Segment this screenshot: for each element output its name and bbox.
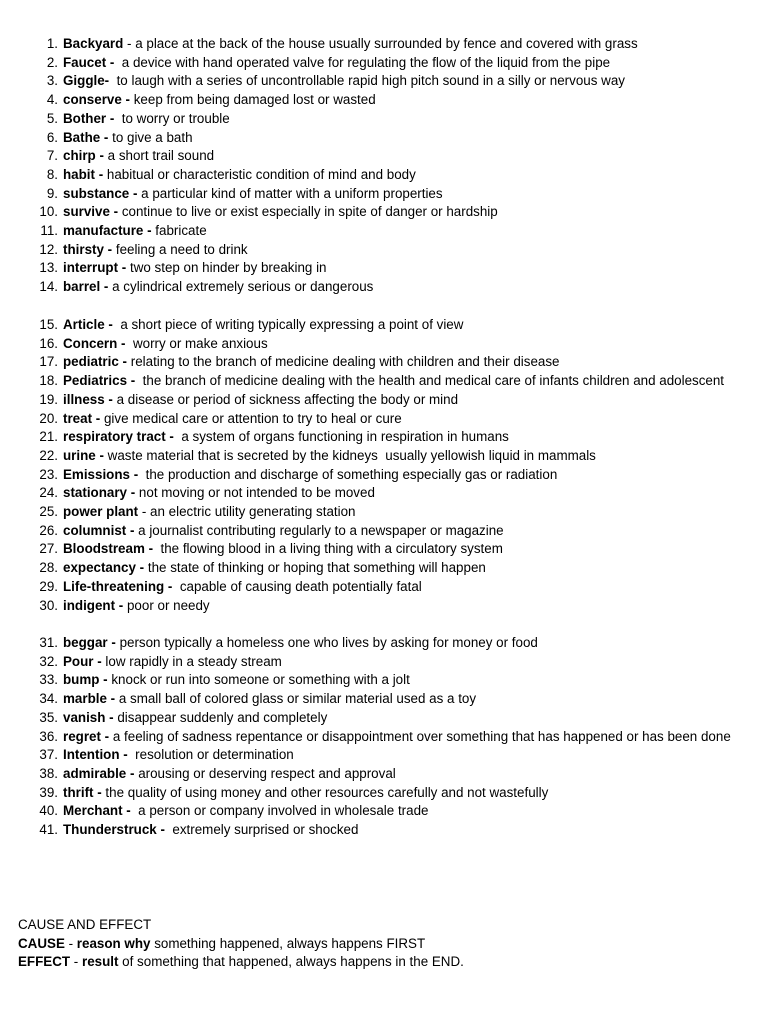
cause-and-effect-section [18,916,758,972]
vocabulary-item [0,259,768,278]
vocab-term: Article - [63,317,113,332]
vocab-definition: a particular kind of matter with a uniform properties [141,185,443,201]
vocabulary-item [0,690,768,709]
cause-effect-heading: CAUSE AND EFFECT [18,917,152,932]
vocab-definition: worry or make anxious [132,335,268,351]
vocab-number: 31. [39,635,58,650]
vocab-term: expectancy - [63,560,145,576]
vocab-term: Life-threatening - [63,578,173,594]
vocab-term: pediatric - [63,354,127,370]
vocab-number: 36. [39,728,58,744]
vocab-term: treat - [63,410,101,426]
vocabulary-item [0,484,768,503]
vocab-number: 25. [39,504,58,520]
vocabulary-item [0,447,768,466]
vocab-separator [109,73,116,88]
vocab-separator: - [138,504,151,520]
effect-key-phrase: result [81,954,119,970]
vocabulary-item [0,428,768,447]
effect-rest: of something that happened, always happens in the END. [118,954,464,970]
cause-rest: something happened, always happens FIRST [150,935,426,951]
vocab-definition: waste material that is secreted by the kidneys usually yellowish liquid in mammals [107,447,596,463]
vocab-number: 18. [39,373,58,389]
vocab-number: 12. [39,241,58,257]
vocab-number: 9. [46,185,58,201]
vocabulary-item [0,821,768,840]
vocab-definition: a short piece of writing typically expressing a point of view [120,317,464,332]
vocab-term: survive - [63,204,119,220]
vocab-number: 29. [39,578,58,594]
vocab-definition: to laugh with a series of uncontrollable rapid high pitch sound in a silly or nervous way [116,73,625,89]
vocab-number: 21. [39,429,58,445]
vocab-definition: a journalist contributing regularly to a newspaper or magazine [138,522,504,538]
vocab-number: 40. [39,803,58,819]
vocabulary-item [0,671,768,690]
vocab-separator [172,579,179,594]
vocab-number: 28. [39,560,58,576]
vocabulary-item [0,746,768,765]
vocabulary-item [0,503,768,522]
vocab-term: stationary - [63,485,136,501]
vocab-number: 24. [39,485,58,501]
vocab-definition: a place at the back of the house usually surrounded by fence and covered with grass [135,36,638,51]
vocab-number: 11. [40,223,58,239]
vocab-definition: person typically a homeless one who lives by asking for money or food [119,635,538,650]
vocabulary-item [0,110,768,129]
vocabulary-item [0,222,768,241]
vocab-number: 1. [46,36,58,51]
vocabulary-list-part-2 [0,316,768,615]
cause-definition [18,935,758,954]
vocab-number: 38. [39,765,58,781]
vocab-definition: not moving or not intended to be moved [138,485,375,501]
vocabulary-item [0,559,768,578]
vocab-number: 39. [39,784,58,800]
vocab-term: respiratory tract - [63,429,174,445]
vocab-term: Bathe - [63,129,109,145]
vocab-number: 5. [46,110,58,126]
vocab-term: bump - [63,672,108,688]
vocabulary-item [0,653,768,672]
vocabulary-item [0,185,768,204]
effect-term: EFFECT [18,954,71,970]
vocab-definition: habitual or characteristic condition of mind and body [106,166,416,182]
vocabulary-item [0,784,768,803]
effect-separator: - [70,954,82,970]
vocab-number: 34. [39,691,58,707]
vocab-term: substance - [63,185,138,201]
vocab-separator [114,111,121,126]
vocab-definition: continue to live or exist especially in spite of danger or hardship [121,204,498,220]
vocab-term: marble - [63,691,116,707]
vocabulary-list-part-3 [0,634,768,840]
vocab-separator [126,336,133,351]
vocab-separator: - [123,36,136,51]
vocab-number: 13. [39,260,58,276]
vocab-definition: capable of causing death potentially fatal [179,578,422,594]
vocab-definition: a disease or period of sickness affecting the body or mind [116,391,459,407]
vocabulary-item [0,802,768,821]
vocab-number: 7. [46,148,58,164]
vocabulary-item [0,634,768,653]
vocabulary-item [0,597,768,616]
vocab-definition: give medical care or attention to try to heal or cure [103,410,402,426]
vocab-definition: two step on hinder by breaking in [129,260,327,276]
vocab-definition: fabricate [155,223,207,239]
vocab-separator [135,373,142,388]
vocab-number: 37. [39,747,58,763]
vocab-definition: to give a bath [112,129,193,145]
vocab-definition: a short trail sound [107,148,215,164]
vocab-number: 17. [39,354,58,370]
vocab-definition: arousing or deserving respect and approval [138,765,396,781]
vocab-term: Bloodstream - [63,541,154,557]
vocab-definition: knock or run into someone or something with a jolt [111,672,410,688]
vocab-term: barrel - [63,279,109,295]
vocab-definition: keep from being damaged lost or wasted [133,92,376,108]
vocab-number: 4. [46,92,58,108]
vocab-separator [138,467,145,482]
vocab-number: 6. [46,129,58,145]
vocab-definition: the flowing blood in a living thing with a circulatory system [160,541,503,557]
vocab-definition: an electric utility generating station [150,504,356,520]
vocab-term: thrift - [63,784,102,800]
vocab-number: 8. [46,166,58,182]
cause-term: CAUSE [18,935,65,951]
vocabulary-item [0,578,768,597]
vocabulary-item [0,410,768,429]
vocabulary-item [0,203,768,222]
vocab-term: Emissions - [63,466,139,482]
vocab-definition: a person or company involved in wholesale trade [138,803,429,819]
vocabulary-item [0,72,768,91]
vocab-number: 10. [39,204,58,220]
vocab-definition: poor or needy [126,597,210,613]
vocab-term: habit - [63,166,104,182]
cause-key-phrase: reason why [76,935,151,951]
vocab-number: 26. [39,522,58,538]
vocab-term: Pediatrics - [63,373,136,389]
vocab-term: admirable - [63,765,135,781]
vocabulary-item [0,466,768,485]
vocab-term: Merchant - [63,803,131,819]
vocab-definition: a cylindrical extremely serious or dangerous [112,279,374,295]
vocab-term: conserve - [63,92,130,108]
vocabulary-item [0,166,768,185]
vocabulary-item [0,372,768,391]
vocab-definition: a device with hand operated valve for regulating the flow of the liquid from the pipe [121,54,611,70]
vocab-term: manufacture - [63,223,152,239]
vocab-term: urine - [63,447,104,463]
vocab-definition: the quality of using money and other resources carefully and not wastefully [105,784,549,800]
vocabulary-item [0,316,768,335]
vocab-definition: the branch of medicine dealing with the health and medical care of infants children and adolescent [142,373,725,389]
vocab-number: 15. [39,317,58,332]
vocab-number: 14. [39,279,58,295]
vocab-term: interrupt - [63,260,127,276]
vocab-term: Thunderstruck - [63,822,165,838]
vocab-number: 32. [39,653,58,669]
vocab-definition: extremely surprised or shocked [172,822,359,838]
vocab-definition: relating to the branch of medicine dealing with children and their disease [130,354,560,370]
vocabulary-item [0,709,768,728]
vocab-term: Backyard [63,36,124,51]
vocab-number: 35. [39,709,58,725]
vocab-number: 19. [39,391,58,407]
vocab-number: 23. [39,466,58,482]
vocab-definition: the production and discharge of something especially gas or radiation [145,466,558,482]
vocab-number: 16. [39,335,58,351]
vocab-separator [114,55,121,70]
vocab-term: Concern - [63,335,126,351]
vocab-number: 2. [46,54,58,70]
vocab-number: 33. [39,672,58,688]
vocab-term: vanish - [63,709,114,725]
vocabulary-item [0,391,768,410]
vocabulary-item [0,35,768,54]
vocabulary-item [0,129,768,148]
vocabulary-item [0,335,768,354]
vocab-number: 30. [39,597,58,613]
vocab-term: columnist - [63,522,135,538]
vocab-definition: to worry or trouble [121,110,230,126]
vocab-number: 22. [39,447,58,463]
vocabulary-item [0,54,768,73]
vocab-definition: a small ball of colored glass or similar material used as a toy [118,691,477,707]
vocab-definition: low rapidly in a steady stream [105,653,282,669]
vocab-term: beggar - [63,635,116,650]
vocab-definition: resolution or determination [135,747,294,763]
vocab-number: 3. [46,73,58,89]
vocab-term: Bother - [63,110,115,126]
vocabulary-item [0,728,768,747]
vocabulary-item [0,241,768,260]
vocab-term: power plant [63,504,139,520]
vocab-definition: a feeling of sadness repentance or disappointment over something that has happened or has been done [112,728,731,744]
vocab-term: Giggle- [63,73,110,89]
vocabulary-item [0,353,768,372]
vocab-term: indigent - [63,597,124,613]
vocabulary-item [0,91,768,110]
vocab-term: thirsty - [63,241,113,257]
vocab-definition: a system of organs functioning in respiration in humans [181,429,509,445]
vocab-number: 27. [39,541,58,557]
vocabulary-list-part-1 [0,35,768,297]
vocab-term: Intention - [63,747,128,763]
vocab-number: 20. [39,410,58,426]
vocabulary-item [0,522,768,541]
vocab-definition: disappear suddenly and completely [117,709,328,725]
vocab-term: chirp - [63,148,104,164]
vocab-term: Pour - [63,653,102,669]
vocab-definition: feeling a need to drink [115,241,248,257]
vocab-definition: the state of thinking or hoping that something will happen [147,560,486,576]
vocabulary-item [0,765,768,784]
vocab-term: illness - [63,391,113,407]
vocabulary-item [0,278,768,297]
vocab-term: Faucet - [63,54,115,70]
effect-definition [18,953,758,972]
vocabulary-item [0,147,768,166]
vocabulary-item [0,540,768,559]
vocab-number: 41. [39,822,58,838]
vocab-term: regret - [63,728,110,744]
cause-separator: - [64,935,77,951]
